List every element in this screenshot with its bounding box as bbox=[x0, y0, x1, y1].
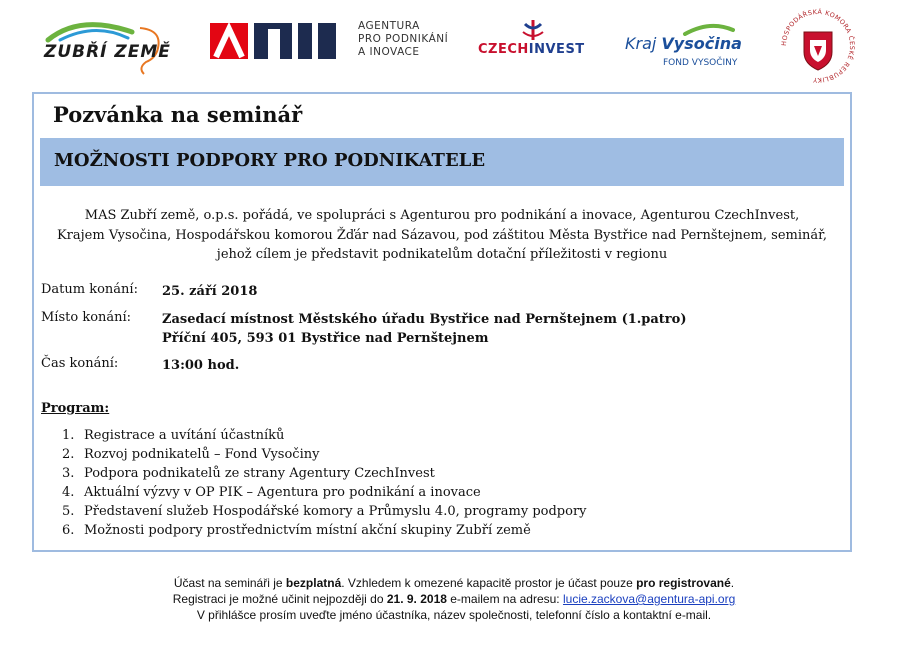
place-value bbox=[162, 310, 686, 348]
api-logo bbox=[210, 20, 470, 70]
title-band bbox=[40, 138, 844, 186]
time-label: Čas konání: bbox=[41, 356, 119, 371]
api-line-1: AGENTURA bbox=[358, 20, 420, 32]
program-item: 6. Možnosti podpory prostřednictvím místní akční skupiny Zubří země bbox=[62, 523, 531, 538]
invitation-heading: Pozvánka na seminář bbox=[53, 102, 303, 127]
api-line-2: PRO PODNIKÁNÍ bbox=[358, 33, 449, 45]
program-item: 3. Podpora podnikatelů ze strany Agentury CzechInvest bbox=[62, 466, 435, 481]
kraj-vysocina-logo bbox=[625, 22, 742, 72]
program-item: 5. Představení služeb Hospodářské komory a Průmyslu 4.0, programy podpory bbox=[62, 504, 587, 519]
place-line-1: Zasedací místnost Městského úřadu Bystřice nad Pernštejnem (1.patro) bbox=[162, 312, 687, 327]
api-line-3: A INOVACE bbox=[358, 46, 420, 58]
footer-line-1: Účast na semináři je bezplatná. Vzhledem k omezené kapacitě prostor je účast pouze pro registrované. bbox=[173, 576, 735, 590]
place-label: Místo konání: bbox=[41, 310, 132, 325]
time-value: 13:00 hod. bbox=[162, 358, 240, 373]
program-item: 4. Aktuální výzvy v OP PIK – Agentura pro podnikání a inovace bbox=[62, 485, 481, 500]
program-list bbox=[62, 426, 587, 540]
date-label: Datum konání: bbox=[41, 282, 138, 297]
fond-vysociny-label: FOND VYSOČINY bbox=[663, 58, 738, 68]
czechinvest-logo bbox=[478, 18, 588, 68]
date-value: 25. září 2018 bbox=[162, 284, 258, 299]
footer-notice bbox=[0, 575, 908, 623]
place-line-2: Příční 405, 593 01 Bystřice nad Pernštejnem bbox=[162, 331, 489, 346]
intro-line: Krajem Vysočina, Hospodářskou komorou Žďár nad Sázavou, pod záštitou Města Bystřice nad Pernštejnem, seminář, bbox=[56, 227, 828, 243]
footer-line-3: V přihlášce prosím uveďte jméno účastníka, název společnosti, telefonní číslo a kontaktní e-mail. bbox=[196, 608, 712, 622]
hospodarska-komora-logo bbox=[778, 6, 858, 86]
czechinvest-mark-icon bbox=[478, 18, 588, 42]
intro-line: jehož cílem je představit podnikatelům dotační příležitosti v regionu bbox=[216, 247, 668, 262]
api-name bbox=[358, 20, 448, 59]
program-item: 2. Rozvoj podnikatelů – Fond Vysočiny bbox=[62, 447, 320, 462]
footer-line-2: Registraci je možné učinit nejpozději do 21. 9. 2018 e-mailem na adresu: lucie.zackova@agentura-api.org bbox=[172, 592, 736, 606]
kraj-vysocina-name: Kraj Vysočina bbox=[625, 34, 742, 53]
zubri-zeme-name: ZUBŘÍ ZEMĚ bbox=[44, 42, 171, 62]
program-title: Program: bbox=[41, 401, 110, 416]
email-link[interactable]: lucie.zackova@agentura-api.org bbox=[562, 592, 736, 606]
seminar-title: MOŽNOSTI PODPORY PRO PODNIKATELE bbox=[54, 150, 486, 171]
intro-paragraph bbox=[42, 206, 842, 265]
zubri-zeme-logo bbox=[40, 18, 171, 76]
intro-line: MAS Zubří země, o.p.s. pořádá, ve spolupráci s Agenturou pro podnikání a inovace, Agenturou CzechInvest, bbox=[84, 208, 800, 223]
program-item: 1. Registrace a uvítání účastníků bbox=[62, 428, 285, 443]
czechinvest-name: CZECHINVEST bbox=[478, 42, 585, 57]
invitation-box bbox=[32, 92, 852, 552]
api-mark-icon bbox=[210, 23, 338, 61]
logo-bar bbox=[0, 0, 908, 90]
hospodarska-komora-crest-icon bbox=[778, 6, 858, 86]
svg-text:HOSPODÁŘSKÁ KOMORA ČESKÉ REPUB: HOSPODÁŘSKÁ KOMORA ČESKÉ REPUBLIKY bbox=[779, 7, 857, 85]
